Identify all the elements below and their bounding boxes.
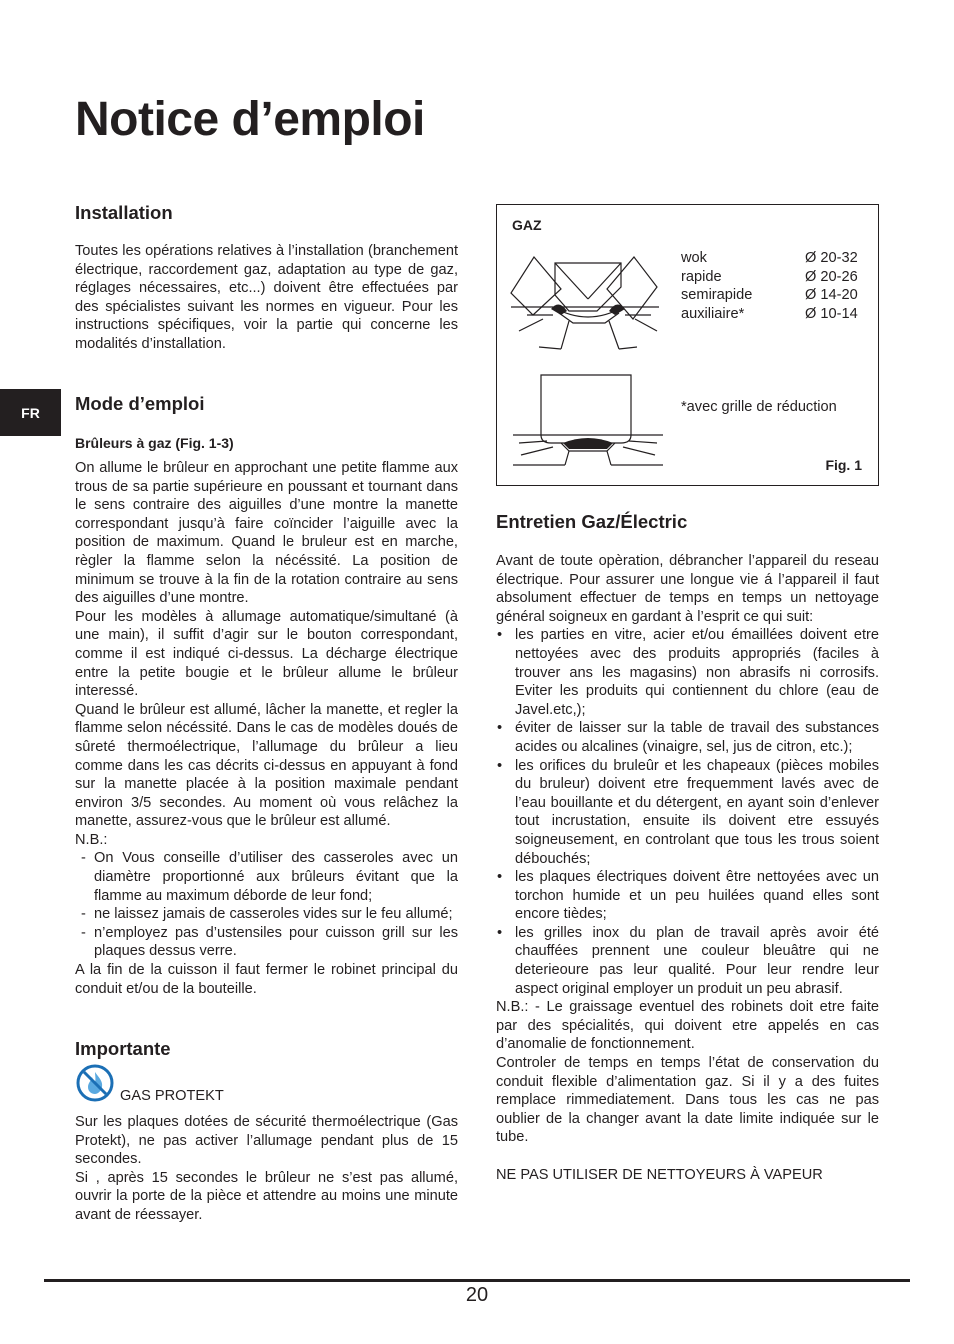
burner-name: wok	[681, 250, 707, 266]
burner-size: Ø 10-14	[805, 305, 858, 322]
figure-caption: Fig. 1	[825, 457, 862, 473]
gas-protekt-icon	[76, 1064, 114, 1102]
importante-heading: Importante	[75, 1038, 171, 1059]
nb-label: N.B.:	[75, 831, 108, 848]
nb-item: - n’employez pas d’ustensiles pour cuisson grill sur les plaques dessus verre.	[75, 924, 458, 961]
installation-text-block	[75, 242, 458, 354]
nb-item: - On Vous conseille d’utiliser des casseroles avec un diamètre proportionné aux brûleurs évitant que la flamme au maximum déborde de leur fond;	[75, 849, 458, 905]
entretien-item: • éviter de laisser sur la table de travail des substances acides ou alcalines (vinaigre, sel, jus de citron, etc.);	[496, 719, 879, 756]
burner-size-table	[681, 249, 863, 323]
page-title: Notice d’emploi	[75, 93, 425, 146]
burner-name: rapide	[681, 268, 722, 285]
entretien-item: • les grilles inox du plan de travail après avoir été chauffées prennent une couleur bleuâtre qui ne deterieoure pas leur qualité. Pour leur rendre leur aspect original employer un produit un peu abrasif.	[496, 924, 879, 998]
mode-emploi-p1: On allume le brûleur en approchant une petite flamme aux trous de sa partie supérieure en poussant et tournant dans le sens contraire des aiguilles d’une montre la manette correspondant jusqu’à faire coïncider l’aiguille avec la position de maximum. Quand le bruleur est en marche, règler la flamme selon la nécéssité. La position de minimum se trouve à la fin de la rotation contraire au sens des aiguilles d’une montre.	[75, 460, 458, 607]
burner-row	[681, 268, 863, 287]
entretien-item: • les parties en vitre, acier et/ou émaillées doivent etre nettoyées avec des produits appropriés (faciles à trouver ans les magasins) non abrasifs ni corrosifs. Eviter les produits qui contiennent du chlore (eau de Javel.etc,);	[496, 626, 879, 719]
entretien-text-block	[496, 552, 879, 1184]
mode-emploi-p2: Pour les modèles à allumage automatique/simultané (à une main), il suffit d’agir sur le bouton correspondant, comme il est indiqué ci-dessus. La décharge électrique entre la petite bougie et le brûleur allume le brûleur interessé.	[75, 608, 458, 700]
entretien-nb: N.B.: - Le graissage eventuel des robinets doit etre faite par des spécialités, qui doivent etre appelés en cas d’anomalie de fonctionnement.	[496, 999, 879, 1053]
entretien-intro: Avant de toute opèration, débrancher l’appareil du reseau électrique. Pour assurer une longue vie á l’appareil il faut absolument effectuer de temps en temps un nettoyage général soigneux en gardant à l’esprit ce qui suit:	[496, 553, 879, 625]
burner-row	[681, 286, 863, 305]
figure-label: GAZ	[512, 217, 542, 233]
burner-name: semirapide	[681, 287, 753, 304]
burner-size: Ø 20-26	[805, 268, 858, 285]
burners-subheading: Brûleurs à gaz (Fig. 1-3)	[75, 435, 234, 451]
burner-size: Ø 14-20	[805, 287, 858, 304]
installation-text: Toutes les opérations relatives à l’installation (branchement électrique, raccordement gaz, adaptation au type de gaz, réglages nécessaires, etc...) doivent être effectuées par des spécialistes suivant les normes en vigueur. Pour les instructions spécifiques, voir la partie qui concerne les modalités d’installation.	[75, 243, 458, 352]
wok-burner-illustration	[509, 249, 667, 353]
importante-p2: Si , après 15 secondes le brûleur ne s’est pas allumé, ouvrir la porte de la pièce et attendre au moins une minute avant de réessayer.	[75, 1169, 458, 1223]
entretien-item: • les orifices du bruleûr et les chapeaux (pièces mobiles du bruleur) doivent etre frequemment lavés avec de l’eau bouillante et du détergent, en ayant soin d’enlever tout incrustation, ensuite ils doivent etre essuyés soigneusement, en controlant que tous les trous soient débouchés;	[496, 757, 879, 869]
language-tab: FR	[0, 389, 61, 436]
figure-box	[496, 204, 879, 486]
figure-note: *avec grille de réduction	[681, 399, 837, 415]
mode-emploi-text-block	[75, 459, 458, 998]
burner-row	[681, 305, 863, 324]
entretien-heading: Entretien Gaz/Électric	[496, 511, 688, 532]
nb-item: - ne laissez jamais de casseroles vides sur le feu allumé;	[75, 905, 458, 924]
nb-list	[75, 849, 458, 961]
importante-p1: Sur les plaques dotées de sécurité thermoélectrique (Gas Protekt), ne pas activer l’allumage pendant plus de 15 secondes.	[75, 1114, 458, 1168]
gas-protekt-label: GAS PROTEKT	[120, 1088, 224, 1104]
entretien-item: • les plaques électriques doivent être nettoyées avec un torchon humide et un peu huilées quand elles sont encore tièdes;	[496, 868, 879, 924]
mode-emploi-heading: Mode d’emploi	[75, 393, 205, 414]
burner-name: auxiliaire*	[681, 305, 745, 322]
entretien-p2: Controler de temps en temps l’état de conservation du conduit flexible d’alimentation gaz. Si il y a des fuites remplace rimmediatement. Dans tous les cas ne pas oublier de la changer avant la date limite indiquée sur le tube.	[496, 1055, 879, 1146]
footer-rule	[44, 1279, 910, 1282]
page-number: 20	[465, 1284, 489, 1306]
mode-emploi-p3: Quand le brûleur est allumé, lâcher la manette, et regler la flamme selon nécéssité. Dans le cas de modèles doués de sûreté thermoélectrique, l’allumage du brûleur a lieu comme dans les cas décrits ci-dessus en appuyant à fond sur la manette placée à la position maximale pendant environ 3/5 secondes. Au moment où vous relâchez la manette, assurez-vous que le brûleur est allumé.	[75, 701, 458, 830]
pot-burner-illustration	[509, 369, 667, 469]
burner-row	[681, 249, 863, 268]
entretien-list	[496, 626, 879, 998]
installation-heading: Installation	[75, 202, 173, 223]
importante-text-block	[75, 1113, 458, 1225]
burner-size: Ø 20-32	[805, 250, 858, 266]
steam-warning: NE PAS UTILISER DE NETTOYEURS À VAPEUR	[496, 1166, 823, 1183]
mode-emploi-p4: A la fin de la cuisson il faut fermer le robinet principal du conduit et/ou de la bouteille.	[75, 962, 458, 997]
